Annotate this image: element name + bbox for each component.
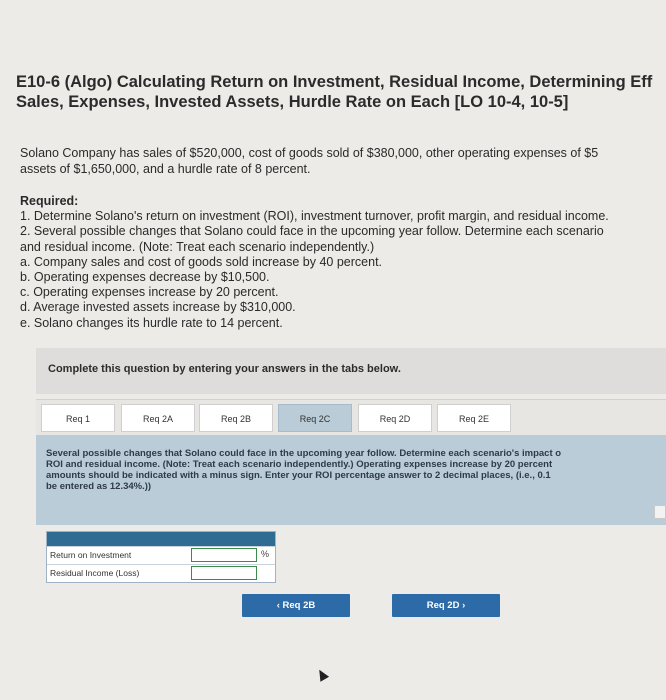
mouse-pointer-icon: [315, 667, 329, 682]
percent-unit: %: [261, 549, 270, 559]
panel-line: ROI and residual income. (Note: Treat each scenario independently.) Operating expenses increase by 20 percent: [46, 459, 553, 470]
required-line: d. Average invested assets increase by $310,000.: [20, 300, 296, 315]
row-label-residual-income: Residual Income (Loss): [50, 568, 140, 578]
required-heading: Required:: [20, 194, 79, 208]
required-line: a. Company sales and cost of goods sold increase by 40 percent.: [20, 254, 383, 269]
panel-line: be entered as 12.34%.)): [46, 481, 152, 492]
instruction-banner: [36, 348, 666, 394]
intro-line-1: Solano Company has sales of $520,000, cost of goods sold of $380,000, other operating expenses of $5: [20, 146, 599, 160]
tab-req-2c[interactable]: Req 2C: [278, 404, 352, 432]
required-line: and residual income. (Note: Treat each scenario independently.): [20, 239, 375, 254]
table-header: [47, 532, 275, 546]
required-line: c. Operating expenses increase by 20 percent.: [20, 285, 279, 300]
row-label-roi: Return on Investment: [50, 550, 132, 560]
required-section: [20, 194, 666, 331]
required-line: 2. Several possible changes that Solano could face in the upcoming year follow. Determine each scenario: [20, 224, 604, 239]
prev-req-2b-button[interactable]: ‹ Req 2B: [242, 594, 350, 617]
scroll-handle[interactable]: [654, 505, 666, 519]
intro-line-2: assets of $1,650,000, and a hurdle rate of 8 percent.: [20, 162, 311, 176]
panel-instructions: [46, 448, 666, 492]
tab-panel: [36, 435, 666, 525]
title-line-2: Sales, Expenses, Invested Assets, Hurdle Rate on Each [LO 10-4, 10-5]: [16, 93, 569, 111]
residual-income-input[interactable]: [191, 566, 257, 580]
roi-input[interactable]: [191, 548, 257, 562]
tab-req-2d[interactable]: Req 2D: [358, 404, 432, 432]
title-line-1: E10-6 (Algo) Calculating Return on Investment, Residual Income, Determining Eff: [16, 73, 653, 91]
required-line: 1. Determine Solano's return on investment (ROI), investment turnover, profit margin, and residual income.: [20, 209, 609, 224]
table-row: [47, 564, 275, 582]
intro-text: [20, 145, 666, 177]
question-title: [16, 72, 666, 112]
required-line: b. Operating expenses decrease by $10,500.: [20, 270, 270, 285]
panel-line: Several possible changes that Solano could face in the upcoming year follow. Determine each scenario's impact o: [46, 448, 562, 459]
required-line: e. Solano changes its hurdle rate to 14 percent.: [20, 315, 283, 330]
next-req-2d-button[interactable]: Req 2D ›: [392, 594, 500, 617]
table-row: [47, 546, 275, 564]
tab-req-2b[interactable]: Req 2B: [199, 404, 273, 432]
tab-req-1[interactable]: Req 1: [41, 404, 115, 432]
tab-req-2a[interactable]: Req 2A: [121, 404, 195, 432]
instruction-text: Complete this question by entering your answers in the tabs below.: [48, 363, 401, 375]
panel-line: amounts should be indicated with a minus sign. Enter your ROI percentage answer to 2 decimal places, (i.e., 0.1: [46, 470, 551, 481]
answer-table: [46, 531, 276, 583]
tab-req-2e[interactable]: Req 2E: [437, 404, 511, 432]
